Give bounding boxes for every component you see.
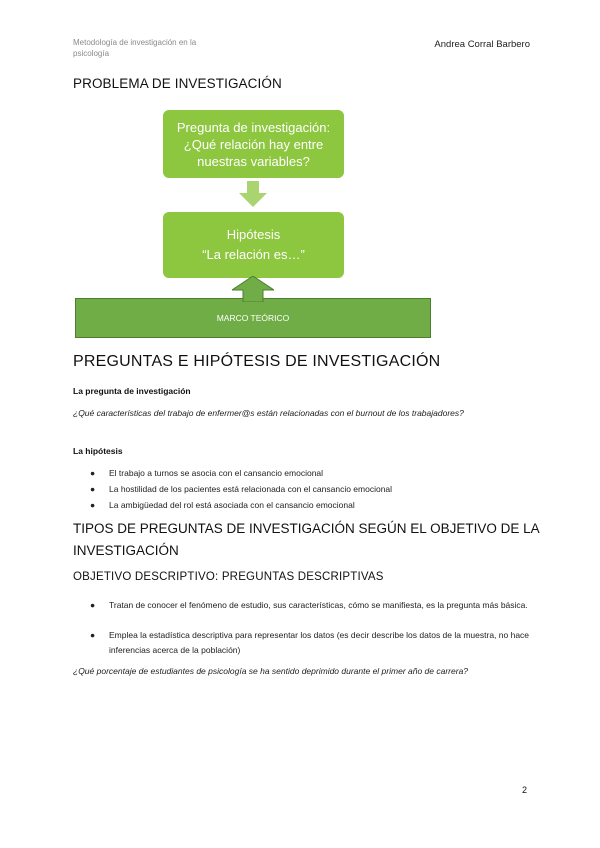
section-title-preguntas: PREGUNTAS E HIPÓTESIS DE INVESTIGACIÓN	[73, 353, 441, 370]
list-item-text: El trabajo a turnos se asocia con el cansancio emocional	[109, 468, 324, 478]
bullet-icon: ●	[90, 484, 96, 494]
bullet-icon: ●	[90, 500, 96, 510]
ejemplo-text: ¿Qué porcentaje de estudiantes de psicología se ha sentido deprimido durante el primer año de carrera?	[73, 666, 469, 676]
up-arrow-icon	[232, 276, 274, 302]
bullet-icon: ●	[90, 468, 96, 478]
diagram-box-hipotesis	[163, 212, 344, 278]
section-title-tipos: TIPOS DE PREGUNTAS DE INVESTIGACIÓN SEGÚN EL OBJETIVO DE LA INVESTIGACIÓN	[73, 521, 539, 558]
diagram-marco-teorico	[75, 298, 431, 338]
pregunta-text: ¿Qué características del trabajo de enfermer@s están relacionadas con el burnout de los trabajadores?	[73, 408, 464, 418]
diagram-marco-teorico-label: MARCO TEÓRICO	[216, 313, 290, 323]
header-author: Andrea Corral Barbero	[434, 39, 530, 50]
list-item-text: Tratan de conocer el fenómeno de estudio, sus características, cómo se manifiesta, es la pregunta más básica.	[109, 600, 528, 610]
list-item-text: La hostilidad de los pacientes está relacionada con el cansancio emocional	[109, 484, 393, 494]
pregunta-label: La pregunta de investigación	[73, 386, 191, 396]
list-item-text: Emplea la estadística descriptiva para representar los datos (es decir describe los datos de la muestra, no hace inferencias acerca de la población)	[109, 630, 530, 655]
section-title-problema: PROBLEMA DE INVESTIGACIÓN	[73, 76, 282, 91]
down-arrow-icon	[239, 181, 267, 207]
page-number: 2	[522, 785, 528, 795]
bullet-icon: ●	[90, 600, 96, 610]
diagram-box-hipotesis-quote: “La relación es…”	[202, 247, 305, 262]
header-left-text: Metodología de investigación en la psicología	[73, 38, 197, 58]
bullet-icon: ●	[90, 630, 96, 640]
subsection-title-descriptivo: OBJETIVO DESCRIPTIVO: PREGUNTAS DESCRIPTIVAS	[73, 571, 384, 583]
hipotesis-label: La hipótesis	[73, 446, 123, 456]
diagram-box-pregunta	[163, 110, 344, 178]
list-item-text: La ambigüedad del rol está asociada con el cansancio emocional	[109, 500, 355, 510]
diagram-box-pregunta-text: Pregunta de investigación: ¿Qué relación hay entre nuestras variables?	[176, 119, 331, 169]
diagram-box-hipotesis-title: Hipótesis	[226, 227, 281, 242]
